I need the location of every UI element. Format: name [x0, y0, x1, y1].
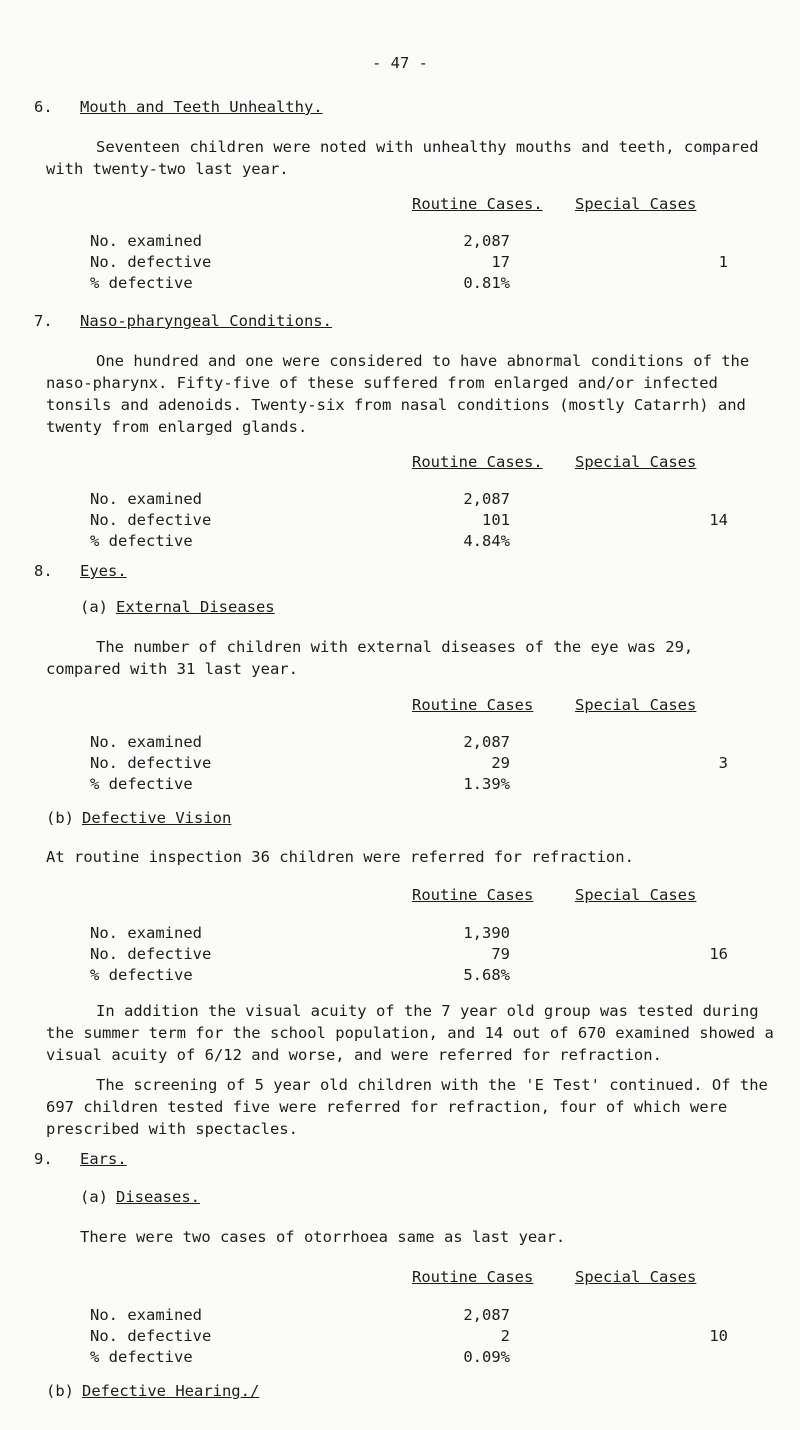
section-7-heading: Naso-pharyngeal Conditions.	[80, 312, 332, 330]
header-routine-cases: Routine Cases.	[412, 195, 543, 213]
special-value: 16	[709, 945, 728, 963]
section-7-number: 7.	[34, 312, 53, 330]
section-8-number: 8.	[34, 562, 53, 580]
header-special-cases: Special Cases	[575, 1268, 697, 1286]
header-routine-cases: Routine Cases	[412, 1268, 534, 1286]
header-special-cases: Special Cases	[575, 696, 697, 714]
subsection-a-heading: External Diseases	[116, 598, 275, 616]
section-9-number: 9.	[34, 1150, 53, 1168]
row-label: No. defective	[90, 511, 212, 529]
section-6-number: 6.	[34, 98, 53, 116]
row-label: % defective	[90, 966, 193, 984]
table-row	[0, 274, 800, 296]
row-label: % defective	[90, 274, 193, 292]
routine-value: 5.68%	[463, 966, 510, 984]
header-special-cases: Special Cases	[575, 195, 697, 213]
external-diseases-paragraph: The number of children with external diseases of the eye was 29, compared with 31 last year.	[46, 638, 694, 678]
header-routine-cases: Routine Cases.	[412, 453, 543, 471]
table-row	[0, 253, 800, 275]
routine-value: 2,087	[463, 733, 510, 751]
row-label: % defective	[90, 1348, 193, 1366]
routine-value: 2	[500, 1327, 510, 1345]
special-value: 10	[709, 1327, 728, 1345]
table-row	[0, 232, 800, 254]
table-row	[0, 775, 800, 797]
routine-value: 4.84%	[463, 532, 510, 550]
row-label: No. examined	[90, 924, 202, 942]
routine-value: 1.39%	[463, 775, 510, 793]
section-7-paragraph: One hundred and one were considered to have abnormal conditions of the naso-pharynx. Fifty-five of these suffered from enlarged and/or infected tonsils and adenoids. Twenty-six from nasal conditions (mostly Catarrh) and twenty from enlarged glands.	[46, 352, 750, 436]
routine-value: 29	[491, 754, 510, 772]
subsection-a-label: (a)	[80, 598, 108, 616]
routine-value: 0.09%	[463, 1348, 510, 1366]
row-label: No. defective	[90, 253, 212, 271]
header-routine-cases: Routine Cases	[412, 696, 534, 714]
routine-value: 2,087	[463, 232, 510, 250]
row-label: No. defective	[90, 1327, 212, 1345]
table-row	[0, 966, 800, 988]
defective-vision-paragraph: At routine inspection 36 children were referred for refraction.	[46, 848, 634, 866]
e-test-paragraph: The screening of 5 year old children with the 'E Test' continued. Of the 697 children tested five were referred for refraction, four of which were prescribed with spectacles.	[46, 1076, 768, 1138]
section-6-heading: Mouth and Teeth Unhealthy.	[80, 98, 323, 116]
header-routine-cases: Routine Cases	[412, 886, 534, 904]
subsection-b-label: (b)	[46, 1382, 74, 1400]
row-label: No. examined	[90, 232, 202, 250]
visual-acuity-paragraph: In addition the visual acuity of the 7 year old group was tested during the summer term for the school population, and 14 out of 670 examined showed a visual acuity of 6/12 and worse, and were referred for refraction.	[46, 1002, 774, 1064]
routine-value: 2,087	[463, 490, 510, 508]
table-row	[0, 511, 800, 533]
header-special-cases: Special Cases	[575, 453, 697, 471]
table-row	[0, 945, 800, 967]
special-value: 3	[718, 754, 728, 772]
section-8-heading: Eyes.	[80, 562, 127, 580]
subsection-a-label: (a)	[80, 1188, 108, 1206]
row-label: No. defective	[90, 754, 212, 772]
table-row	[0, 754, 800, 776]
row-label: % defective	[90, 775, 193, 793]
table-row	[0, 532, 800, 554]
section-6-paragraph: Seventeen children were noted with unhealthy mouths and teeth, compared with twenty-two last year.	[46, 138, 759, 178]
routine-value: 2,087	[463, 1306, 510, 1324]
table-row	[0, 1348, 800, 1370]
subsection-a-heading: Diseases.	[116, 1188, 200, 1206]
otorrhoea-paragraph: There were two cases of otorrhoea same as last year.	[80, 1228, 566, 1246]
row-label: No. defective	[90, 945, 212, 963]
special-value: 14	[709, 511, 728, 529]
table-row	[0, 733, 800, 755]
routine-value: 101	[482, 511, 510, 529]
table-row	[0, 490, 800, 512]
subsection-b-heading: Defective Hearing./	[82, 1382, 260, 1400]
subsection-b-label: (b)	[46, 809, 74, 827]
row-label: No. examined	[90, 490, 202, 508]
subsection-b-heading: Defective Vision	[82, 809, 232, 827]
routine-value: 17	[491, 253, 510, 271]
header-special-cases: Special Cases	[575, 886, 697, 904]
routine-value: 79	[491, 945, 510, 963]
section-9-heading: Ears.	[80, 1150, 127, 1168]
table-row	[0, 924, 800, 946]
row-label: % defective	[90, 532, 193, 550]
routine-value: 1,390	[463, 924, 510, 942]
page-number: - 47 -	[372, 54, 428, 72]
table-row	[0, 1306, 800, 1328]
special-value: 1	[718, 253, 728, 271]
row-label: No. examined	[90, 1306, 202, 1324]
row-label: No. examined	[90, 733, 202, 751]
routine-value: 0.81%	[463, 274, 510, 292]
table-row	[0, 1327, 800, 1349]
